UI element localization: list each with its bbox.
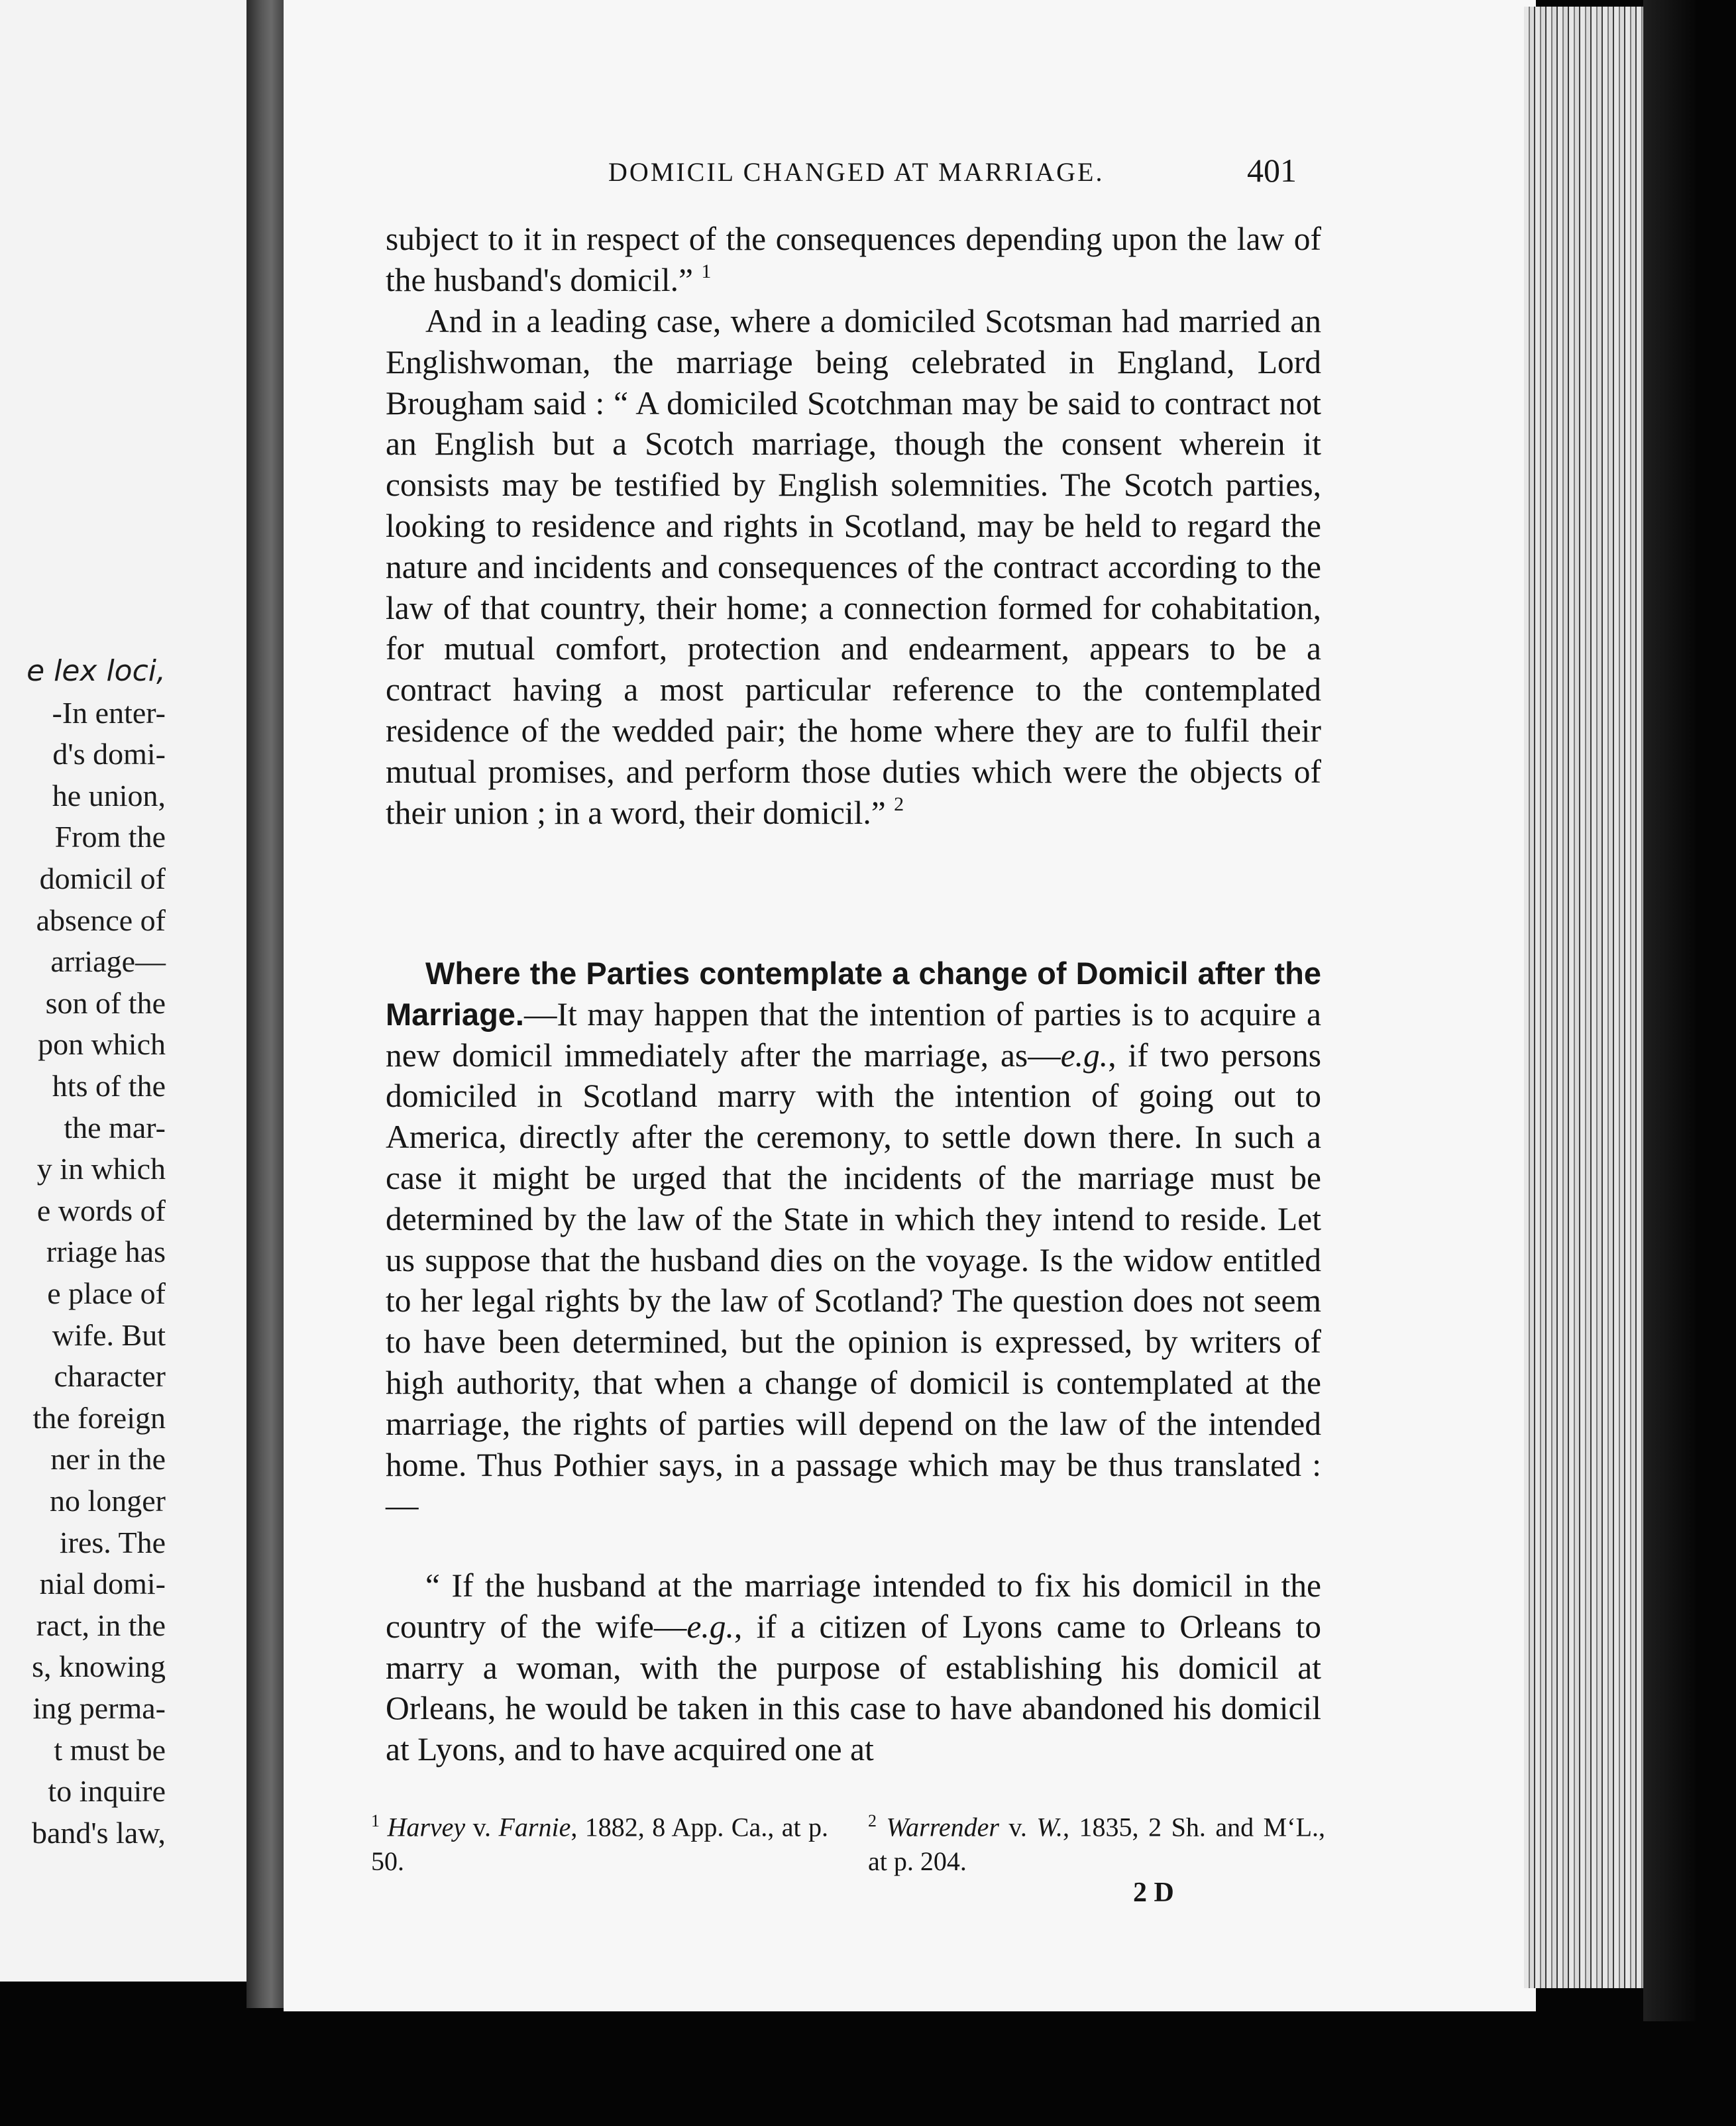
running-head: DOMICIL CHANGED AT MARRIAGE. [608, 157, 1105, 187]
footnote-ref: 2 [894, 793, 904, 815]
citation: , 1835, 2 Sh. and M‘L., at p. 204. [868, 1812, 1325, 1877]
section-change-of-domicil [386, 953, 1321, 1526]
left-page-line: absence of [36, 903, 166, 937]
eg-abbreviation: e.g. [686, 1608, 734, 1645]
left-page-line: e lex loci, [27, 654, 166, 688]
left-page-line: -In enter- [52, 695, 166, 730]
left-page-line: hts of the [52, 1069, 166, 1103]
paragraph-text: subject to it in respect of the consequences depending upon the law of the husband's domicil.” [386, 221, 1321, 298]
versus: v. [465, 1812, 499, 1842]
left-page-line: he union, [52, 778, 166, 812]
left-page-line: no longer [49, 1484, 166, 1518]
left-page-line: y in which [36, 1152, 166, 1186]
left-page-line: domicil of [39, 862, 166, 895]
left-page-line: From the [54, 820, 166, 854]
signature-mark: 2 D [1133, 1877, 1174, 1908]
left-page-line: d's domi- [52, 737, 166, 771]
book-edge-shadow [1643, 0, 1696, 2021]
left-page-line: band's law, [31, 1815, 166, 1850]
eg-abbreviation: e.g. [1060, 1036, 1109, 1074]
paragraph-text: And in a leading case, where a domiciled Scotsman had married an Englishwoman, the marriage being celebrated in England, Lord Brougham said : “ A domiciled Scotchman may be said to contract not an English but a Scotch marriage, though the consent wherein it consists may be testified by English solemnities. The Scotch parties, looking to residence and rights in Scotland, may be held to regard the nature and incidents and consequences of the contract according to the law of that country, their home; a connection formed for cohabitation, for mutual comfort, protection and endearment, appears to be a contract having a most particular reference to the contemplated residence of the wedded pair; the home where they are to fulfil their mutual promises, and perform those duties which were the objects of their union ; in a word, their domicil.” [386, 303, 1321, 831]
left-page-line: nial domi- [39, 1567, 166, 1601]
footnote-1 [371, 1804, 828, 1879]
citation: , 1882, 8 App. Ca., at p. 50. [371, 1812, 829, 1877]
footnote-mark: 1 [371, 1811, 380, 1830]
footnote-2 [868, 1804, 1325, 1879]
left-page-line: e place of [47, 1276, 166, 1310]
left-page-line: character [54, 1359, 166, 1394]
case-name: Farnie [498, 1812, 571, 1842]
quote-text: , if a citizen of Lyons came to Orleans to marry a woman, with the purpose of establishing his domicil at Orleans, he would be taken in this case to have abandoned his domicil at Lyons, and to have acquired one at [386, 1608, 1321, 1768]
footnotes [371, 1804, 1325, 1879]
footnote-ref: 1 [701, 260, 712, 282]
left-page-line: t must be [54, 1732, 166, 1767]
left-page-line: ner in the [50, 1442, 166, 1477]
case-name: Warrender [886, 1812, 999, 1842]
left-page-line: wife. But [52, 1317, 166, 1352]
pothier-quote [386, 1565, 1321, 1770]
case-name: W. [1036, 1812, 1063, 1842]
left-page-line: ract, in the [36, 1608, 166, 1642]
book-gutter [246, 0, 288, 2008]
footnote-mark: 2 [868, 1811, 877, 1830]
left-page-line: the foreign [32, 1400, 166, 1435]
left-page-line: son of the [45, 985, 166, 1020]
left-page-line: ires. The [59, 1525, 166, 1559]
left-page-line: arriage— [50, 944, 166, 979]
left-page-line: s, knowing [32, 1650, 166, 1684]
left-page [0, 0, 265, 1982]
section-text: —It may happen that the intention of parties is to acquire a new domicil immediately after the marriage, as— [386, 995, 1321, 1074]
quote-text: “ If the husband at the marriage intended to fix his domicil in the country of the wife— [386, 1567, 1321, 1645]
versus: v. [999, 1812, 1037, 1842]
left-page-line: the mar- [64, 1110, 166, 1145]
page-number: 401 [1247, 152, 1297, 189]
section-heading: Where the Parties contemplate a change of Domicil after the Marriage. [386, 956, 1321, 1032]
left-page-line: rriage has [46, 1235, 166, 1269]
section-text: , if two persons domiciled in Scotland marry with the intention of going out to America, directly after the ceremony, to settle down there. In such a case it might be urged that the incidents of the marriage must be determined by the law of the State in which they intend to reside. Let us suppose that the husband dies on the voyage. Is the widow entitled to her legal rights by the law of Scotland? The question does not seem to have been determined, but the opinion is expressed, by writers of high authority, that when a change of domicil is contemplated at the marriage, the rights of parties will depend on the law of the intended home. Thus Pothier says, in a passage which may be thus translated :— [386, 1036, 1321, 1524]
paragraph-continuation [386, 219, 1321, 301]
left-page-line: pon which [38, 1027, 166, 1062]
paragraph-brougham [386, 301, 1321, 833]
left-page-line: e words of [36, 1193, 166, 1227]
case-name: Harvey [387, 1812, 466, 1842]
left-page-line: to inquire [48, 1774, 166, 1809]
left-page-line: ing perma- [32, 1691, 166, 1725]
